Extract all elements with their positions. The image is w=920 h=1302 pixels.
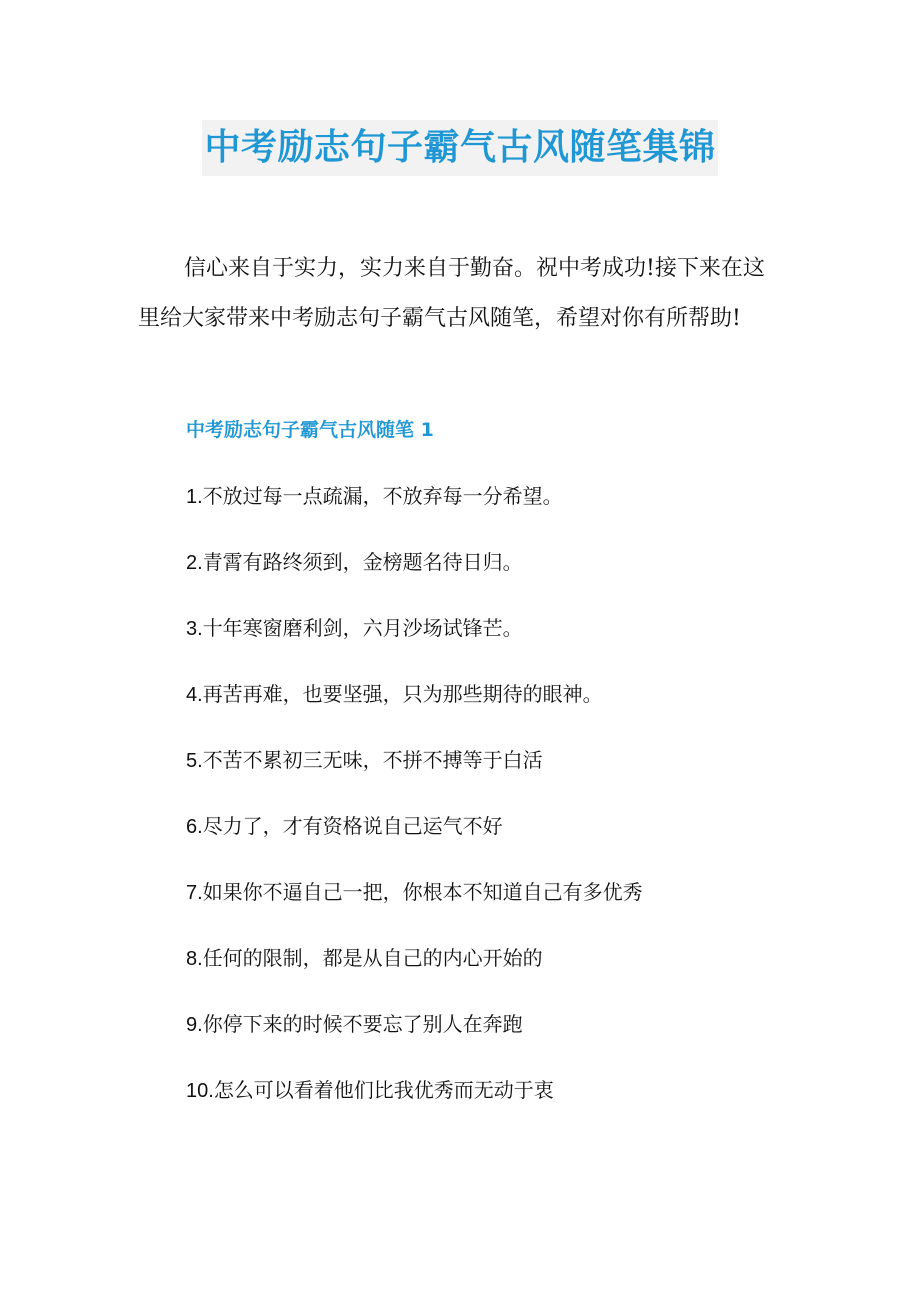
list-item-text: 青霄有路终须到，金榜题名待日归。	[202, 550, 523, 574]
list-item-number: 7.	[186, 882, 203, 904]
list-item-number: 4.	[186, 684, 203, 706]
list-item-text: 不放过每一点疏漏，不放弃每一分希望。	[202, 484, 563, 508]
list-item	[186, 740, 643, 806]
list-item-text: 任何的限制，都是从自己的内心开始的	[202, 946, 543, 970]
quote-list	[186, 476, 643, 1136]
list-item-text: 十年寒窗磨利剑，六月沙场试锋芒。	[202, 616, 523, 640]
list-item-number: 6.	[186, 816, 203, 838]
list-item-number: 2.	[186, 552, 203, 574]
list-item	[186, 938, 643, 1004]
page-title: 中考励志句子霸气古风随笔集锦	[202, 120, 717, 176]
list-item-number: 5.	[186, 750, 203, 772]
list-item	[186, 806, 643, 872]
list-item-text: 不苦不累初三无味，不拼不搏等于白活	[202, 748, 543, 772]
title-container	[0, 120, 920, 176]
list-item	[186, 608, 643, 674]
list-item	[186, 1070, 643, 1136]
list-item-number: 10.	[186, 1080, 214, 1102]
list-item-text: 再苦再难，也要坚强，只为那些期待的眼神。	[202, 682, 603, 706]
list-item-number: 9.	[186, 1014, 203, 1036]
list-item	[186, 872, 643, 938]
list-item-text: 如果你不逼自己一把，你根本不知道自己有多优秀	[202, 880, 643, 904]
list-item-text: 怎么可以看着他们比我优秀而无动于衷	[213, 1078, 554, 1102]
list-item-number: 8.	[186, 948, 203, 970]
list-item	[186, 476, 643, 542]
list-item	[186, 542, 643, 608]
list-item	[186, 1004, 643, 1070]
list-item	[186, 674, 643, 740]
list-item-number: 3.	[186, 618, 203, 640]
intro-paragraph: 信心来自于实力，实力来自于勤奋。祝中考成功!接下来在这里给大家带来中考励志句子霸气古风随笔，希望对你有所帮助!	[138, 256, 765, 331]
list-item-text: 你停下来的时候不要忘了别人在奔跑	[202, 1012, 523, 1036]
list-item-number: 1.	[186, 486, 203, 508]
section-heading: 中考励志句子霸气古风随笔 1	[186, 419, 434, 441]
list-item-text: 尽力了，才有资格说自己运气不好	[202, 814, 503, 838]
